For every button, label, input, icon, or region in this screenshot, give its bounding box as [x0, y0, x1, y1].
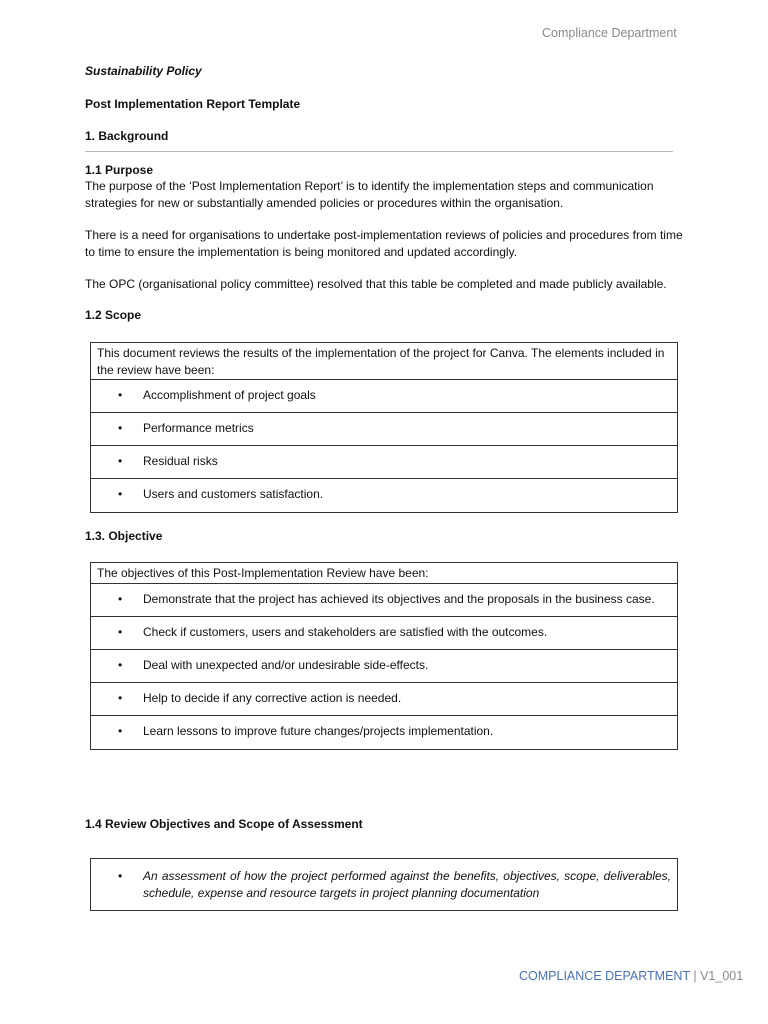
scope-table	[90, 342, 678, 513]
bullet-icon: •	[118, 723, 123, 738]
objective-item: Deal with unexpected and/or undesirable side-effects.	[143, 657, 429, 672]
bullet-icon: •	[118, 421, 123, 435]
footer	[519, 969, 743, 983]
purpose-paragraph: The purpose of the ‘Post Implementation Report’ is to identify the implementation steps and communication strategies for new or substantially amended policies or procedures within the organisation.	[85, 179, 654, 210]
table-row	[91, 446, 677, 479]
scope-item: Accomplishment of project goals	[143, 388, 316, 402]
bullet-icon: •	[118, 591, 123, 606]
table-row	[91, 683, 677, 716]
table-row	[91, 584, 677, 617]
header-department: Compliance Department	[542, 26, 677, 40]
bullet-icon: •	[118, 657, 123, 672]
objective-item: Check if customers, users and stakeholders are satisfied with the outcomes.	[143, 624, 548, 639]
table-row	[91, 650, 677, 683]
bullet-icon: •	[118, 454, 123, 468]
objective-heading: 1.3. Objective	[85, 529, 163, 543]
table-row	[91, 380, 677, 413]
need-paragraph: There is a need for organisations to undertake post-implementation reviews of policies and procedures from time to time to ensure the implementation is being monitored and updated accordingly.	[85, 228, 683, 259]
review-item: An assessment of how the project performed against the benefits, objectives, scope, deliverables, schedule, expense and resource targets in project planning documentation	[143, 869, 671, 900]
review-heading: 1.4 Review Objectives and Scope of Assessment	[85, 817, 363, 831]
objective-intro: The objectives of this Post-Implementation Review have been:	[91, 563, 677, 584]
background-heading: 1. Background	[85, 129, 169, 143]
objective-item: Learn lessons to improve future changes/projects implementation.	[143, 723, 494, 738]
scope-item: Performance metrics	[143, 421, 254, 435]
scope-item: Residual risks	[143, 454, 218, 468]
objective-table	[90, 562, 678, 750]
review-table	[90, 858, 678, 911]
policy-title: Sustainability Policy	[85, 64, 202, 78]
table-row	[91, 479, 677, 512]
bullet-icon: •	[118, 690, 123, 705]
bullet-icon: •	[118, 624, 123, 639]
purpose-heading: 1.1 Purpose	[85, 163, 154, 177]
footer-separator: |	[689, 969, 701, 983]
table-row	[91, 413, 677, 446]
opc-paragraph: The OPC (organisational policy committee) resolved that this table be completed and made publicly available.	[85, 277, 667, 291]
bullet-icon: •	[118, 388, 123, 402]
section-divider	[85, 151, 673, 152]
table-row	[91, 716, 677, 749]
scope-item: Users and customers satisfaction.	[143, 487, 324, 501]
objective-item: Help to decide if any corrective action is needed.	[143, 690, 402, 705]
bullet-icon: •	[118, 487, 123, 501]
scope-intro: This document reviews the results of the implementation of the project for Canva. The elements included in the review have been:	[91, 343, 677, 380]
footer-department: COMPLIANCE DEPARTMENT	[519, 969, 690, 983]
scope-heading: 1.2 Scope	[85, 308, 142, 322]
bullet-icon: •	[118, 869, 123, 883]
table-row	[91, 617, 677, 650]
objective-item: Demonstrate that the project has achieved its objectives and the proposals in the business case.	[143, 591, 655, 606]
footer-version: V1_001	[700, 969, 744, 983]
report-title: Post Implementation Report Template	[85, 97, 301, 111]
